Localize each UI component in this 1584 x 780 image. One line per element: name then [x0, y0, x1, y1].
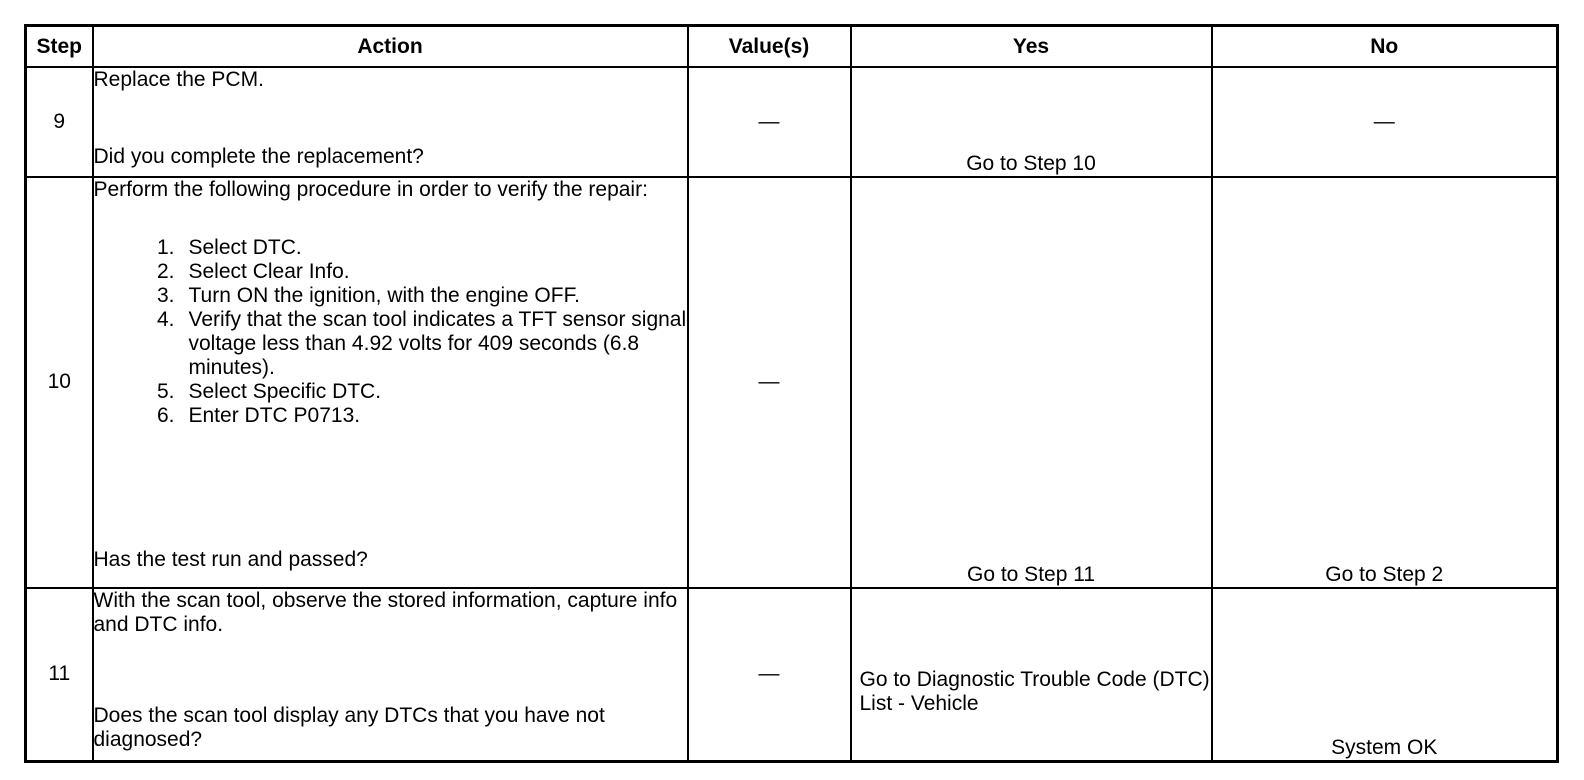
header-yes: Yes — [851, 26, 1212, 68]
action-intro: With the scan tool, observe the stored information, capture info and DTC info. — [93, 588, 678, 636]
list-item: 5. Select Specific DTC. — [156, 379, 382, 403]
no-cell: — — [1212, 67, 1558, 177]
action-intro: Replace the PCM. — [93, 68, 264, 91]
values-cell: — — [688, 67, 851, 177]
list-item: 4. Verify that the scan tool indicates a TFT sensor signal voltage less than 4.92 volts for 409 seconds (6.8 minutes). — [156, 307, 687, 379]
yes-cell-text: Go to Diagnostic Trouble Code (DTC) List - Vehicle — [859, 668, 1210, 716]
no-cell: Go to Step 2 — [1212, 177, 1558, 588]
table-row-step-9 — [26, 67, 1558, 177]
action-cell — [93, 177, 688, 588]
header-no: No — [1212, 26, 1558, 68]
values-cell: — — [688, 177, 851, 588]
action-question: Has the test run and passed? — [93, 547, 368, 571]
no-cell: System OK — [1212, 588, 1558, 762]
diagnostic-table — [24, 24, 1559, 763]
step-number: 9 — [26, 67, 93, 177]
values-cell: — — [688, 588, 851, 762]
action-question: Does the scan tool display any DTCs that you have not diagnosed? — [93, 703, 605, 751]
action-question: Did you complete the replacement? — [93, 145, 424, 168]
table-row-step-10 — [26, 177, 1558, 588]
header-values: Value(s) — [688, 26, 851, 68]
list-item: 3. Turn ON the ignition, with the engine OFF. — [156, 283, 580, 307]
header-step: Step — [26, 26, 93, 68]
step-number: 11 — [26, 588, 93, 762]
header-action: Action — [93, 26, 688, 68]
action-cell — [93, 67, 688, 177]
list-item: 1. Select DTC. — [156, 235, 302, 259]
yes-cell: Go to Step 11 — [851, 177, 1212, 588]
action-cell — [93, 588, 688, 762]
list-item: 2. Select Clear Info. — [156, 259, 350, 283]
step-number: 10 — [26, 177, 93, 588]
table-row-step-11 — [26, 588, 1558, 762]
yes-cell — [851, 588, 1212, 762]
yes-cell: Go to Step 10 — [851, 67, 1212, 177]
header-row — [26, 26, 1558, 68]
action-intro: Perform the following procedure in order to verify the repair: — [93, 177, 648, 201]
procedure-list — [94, 236, 687, 428]
list-item: 6. Enter DTC P0713. — [156, 403, 361, 427]
